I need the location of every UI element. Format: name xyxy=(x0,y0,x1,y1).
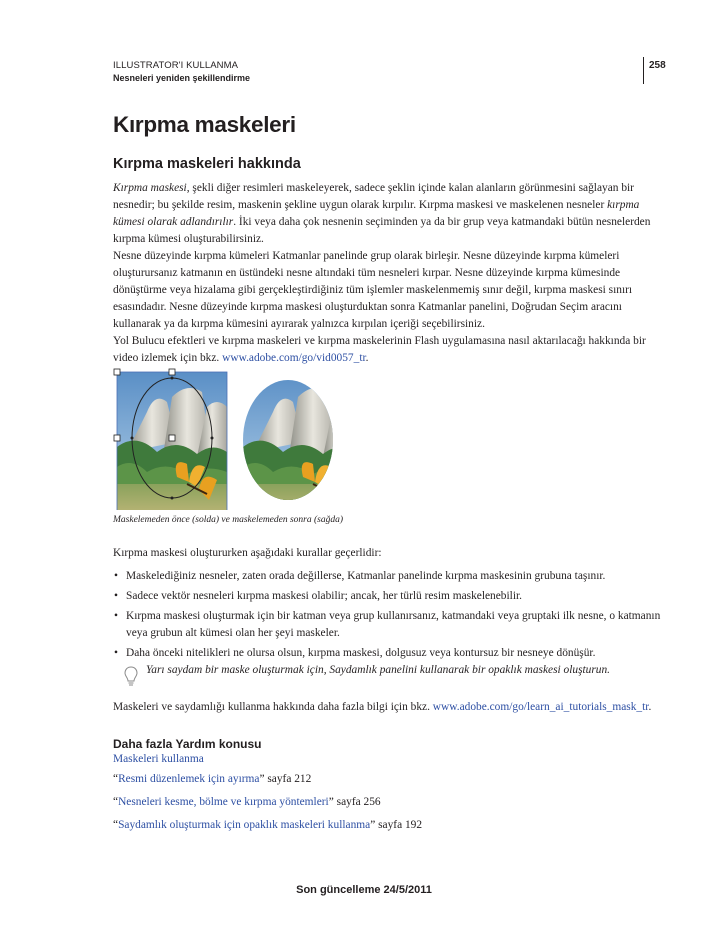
figure-caption: Maskelemeden önce (solda) ve maskelemeden sonra (sağda) xyxy=(113,515,344,525)
rules-intro: Kırpma maskesi oluştururken aşağıdaki kurallar geçerlidir: xyxy=(113,547,382,559)
after-image xyxy=(243,372,353,510)
help-ref-2 xyxy=(113,794,653,811)
section-heading: Kırpma maskeleri hakkında xyxy=(113,156,301,172)
list-item: • Maskelediğiniz nesneler, zaten orada değillerse, Katmanlar panelinde kırpma maskesinin grubuna taşınır. xyxy=(113,568,663,585)
paragraph-object-level: Nesne düzeyinde kırpma kümeleri Katmanlar panelinde grup olarak birleşir. Nesne düzeyinde kırpma kümeleri oluşturursanız katmanın en üstündeki nesne altındaki tüm nesneleri kırpar. Nesne düzeyinde kırpma kümesinde dönüştürme veya hizalama gibi gerçekleştirdiğiniz tüm işlemler maskelenmemiş sınır değil, kırpma maskesi sınırı esasındadır. Nesne düzeyinde kırpma maskesi oluşturduktan sonra Katmanlar panelini, Doğrudan Seçim aracını kullanarak ya da kırpma kümesini ayırarak yalnızca kırpılan içeriği seçebilirsiniz. xyxy=(113,250,633,330)
running-header-title: ILLUSTRATOR'I KULLANMA xyxy=(113,60,239,71)
page-ref: ” sayfa 192 xyxy=(370,819,423,831)
paragraph-intro xyxy=(113,180,653,248)
paragraph-intro-text: , şekli diğer resimleri maskeleyerek, sadece şeklin içinde kalan alanların görünmesini sağlayan bir nesnedir; bu şekilde resim, maskenin şekline uygun olarak kırpılır. Kırpma maskesi ve maskelenen nesneler xyxy=(113,182,634,211)
page-title: Kırpma maskeleri xyxy=(113,112,296,137)
more-info-end: . xyxy=(648,701,652,713)
more-info-paragraph xyxy=(113,699,673,716)
running-header-chapter: Nesneleri yeniden şekillendirme xyxy=(113,73,251,83)
help-ref-3 xyxy=(113,817,653,834)
footer-last-updated: Son güncelleme 24/5/2011 xyxy=(296,884,432,896)
quote-mark: “ xyxy=(113,773,119,785)
help-link-1-line xyxy=(113,751,653,768)
help-link-opacity-masks[interactable]: Saydamlık oluşturmak için opaklık maskeleri kullanma xyxy=(118,819,371,831)
paragraph-intro-text-end: . İki veya daha çok nesnenin seçiminden ya da bir grup veya katmandaki bütün nesnelerden kırpma kümesi oluşturabilirsiniz. xyxy=(113,216,651,245)
paragraph-video-end: . xyxy=(365,352,369,364)
term-clipping-set: kırpma kümesi olarak adlandırılır xyxy=(113,199,640,228)
page-ref: ” sayfa 256 xyxy=(328,796,381,808)
masking-figure xyxy=(113,368,353,510)
more-info-text: Maskeleri ve saydamlığı kullanma hakkında daha fazla bilgi için bkz. xyxy=(113,701,433,713)
help-link-cut-divide[interactable]: Nesneleri kesme, bölme ve kırpma yöntemleri xyxy=(118,796,329,808)
quote-mark: “ xyxy=(113,819,119,831)
quote-mark: “ xyxy=(113,796,119,808)
paragraph-video xyxy=(113,333,653,367)
term-clipping-mask: Kırpma maskesi xyxy=(113,182,187,194)
video-link[interactable]: www.adobe.com/go/vid0057_tr xyxy=(222,352,366,364)
help-heading: Daha fazla Yardım konusu xyxy=(113,737,262,751)
page-number: 258 xyxy=(649,60,666,71)
tip-text: Yarı saydam bir maske oluşturmak için, Saydamlık panelini kullanarak bir opaklık maskesi oluşturun. xyxy=(146,664,611,676)
rules-list xyxy=(113,568,663,665)
lightbulb-icon xyxy=(124,666,138,688)
help-link-isolate[interactable]: Resmi düzenlemek için ayırma xyxy=(118,773,260,785)
list-item: • Sadece vektör nesneleri kırpma maskesi olabilir; ancak, her türlü resim maskelenebilir. xyxy=(113,588,663,605)
page-ref: ” sayfa 212 xyxy=(259,773,312,785)
tutorial-link[interactable]: www.adobe.com/go/learn_ai_tutorials_mask_tr xyxy=(432,701,649,713)
list-item: • Kırpma maskesi oluşturmak için bir katman veya grup kullanırsanız, katmandaki veya gruptaki ilk nesne, o katmanın veya grubun alt kümesi olan her şeyi maskeler. xyxy=(113,608,663,642)
paragraph-video-text: Yol Bulucu efektleri ve kırpma maskeleri ve kırpma maskelerinin Flash uygulamasına nasıl aktarılacağı hakkında bir video izlemek için bkz. xyxy=(113,335,646,364)
list-item: • Daha önceki nitelikleri ne olursa olsun, kırpma maskesi, dolgusuz veya kontursuz bir nesneye dönüşür. xyxy=(113,645,663,662)
help-ref-1 xyxy=(113,771,653,788)
help-link-masks[interactable]: Maskeleri kullanma xyxy=(113,753,204,765)
page-number-rule xyxy=(643,57,644,84)
